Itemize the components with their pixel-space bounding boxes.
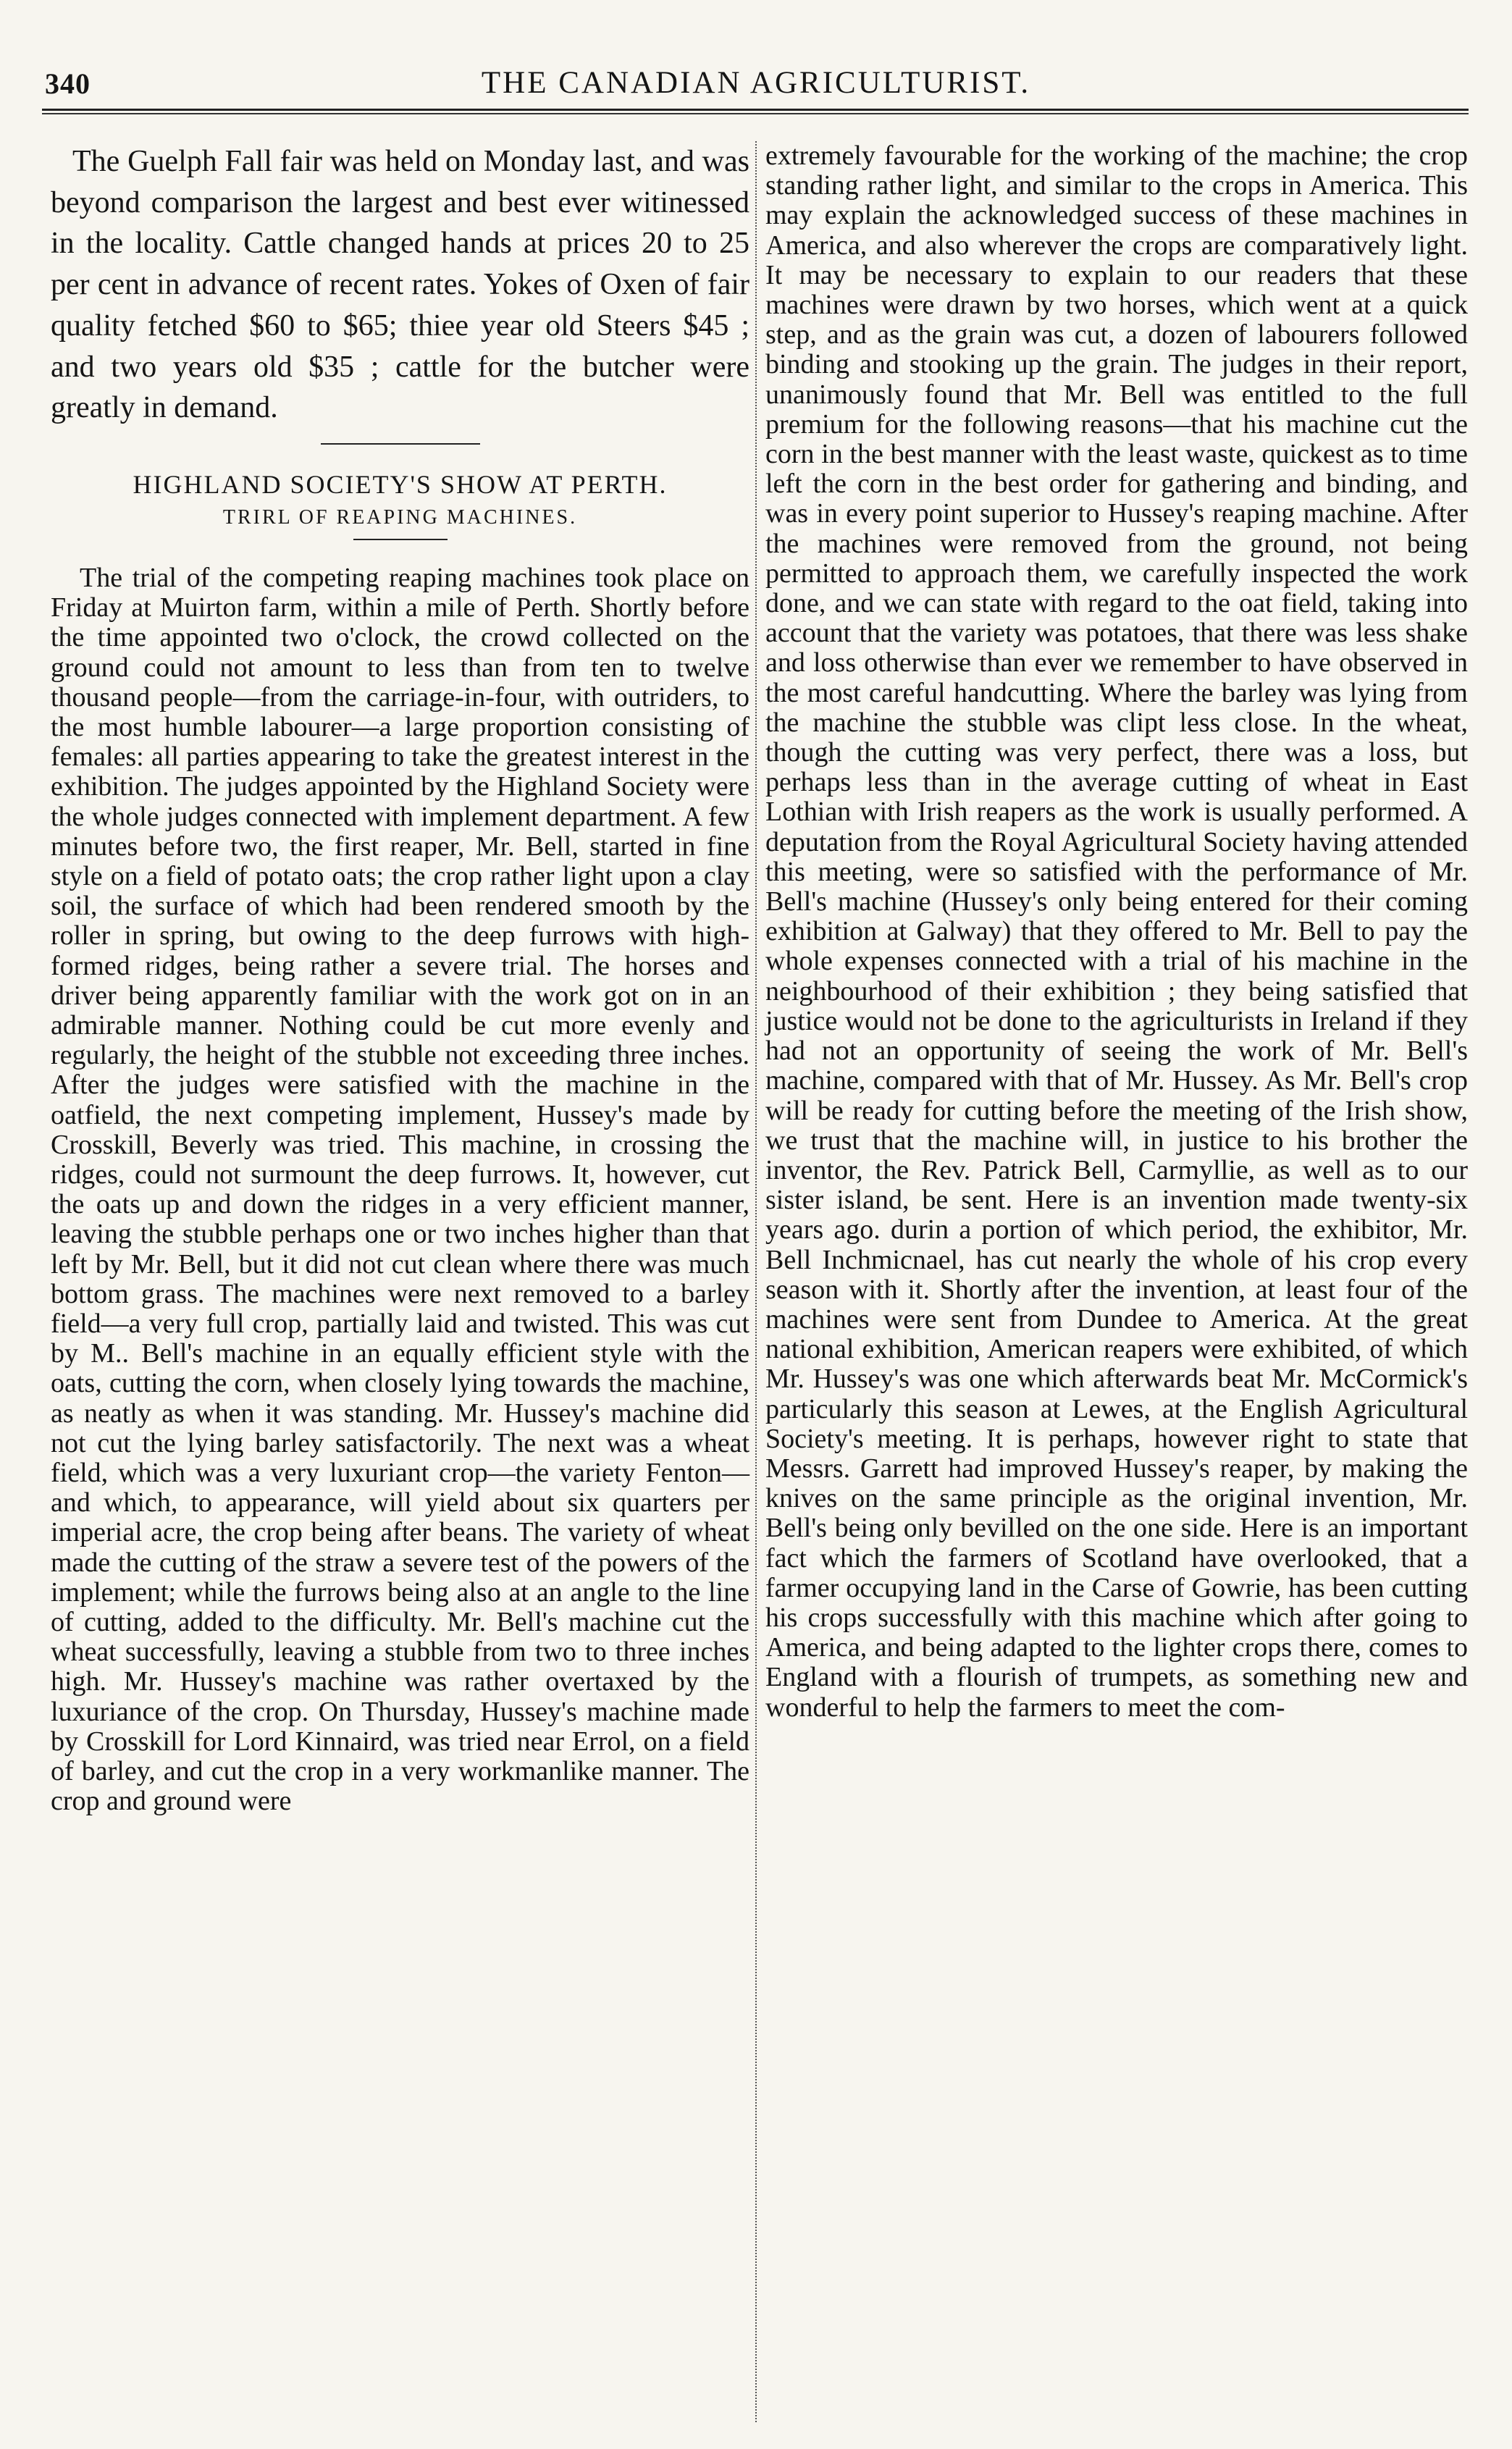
left-column [51, 141, 749, 1816]
running-title: THE CANADIAN AGRICULTURIST. [481, 66, 1031, 100]
article-body-right: extremely favourable for the working of the machine; the crop standing rather light, and similar to the crops in America. This may explain the acknowledged success of these machines in America, and also wherever the crops are comparatively light. It may be necessary to explain to our readers that these machines were drawn by two horses, which went at a quick step, and as the grain was cut, a dozen of labourers followed binding and stooking up the grain. The judges in their report, unanimously found that Mr. Bell was entitled to the full premium for the following reasons—that his machine cut the corn in the best manner with the least waste, quickest as to time left the corn in the best order for gathering and binding, and was in every point superior to Hussey's reaping machine. After the machines were removed from the ground, not being permitted to approach them, we carefully inspected the work done, and we can state with regard to the oat field, taking into account that the variety was potatoes, that there was less shake and loss otherwise than ever we remember to have observed in the most careful handcutting. Where the barley was lying from the machine the stubble was clipt less close. In the wheat, though the cutting was very perfect, there was a loss, but perhaps less than in the average cutting of wheat in East Lothian with Irish reapers as the work is usually performed. A deputation from the Royal Agricultural Society having attended this meeting, were so satisfied with the performance of Mr. Bell's machine (Hussey's only being entered for their coming exhibition at Galway) that they offered to Mr. Bell to pay the whole expenses connected with a trial of his machine in the neighbourhood of their exhibition ; they being satisfied that justice would not be done to the agriculturists in Ireland if they had not an opportunity of seeing the work of Mr. Bell's machine, compared with that of Mr. Hussey. As Mr. Bell's crop will be ready for cutting before the meeting of the Irish show, we trust that the machine will, in justice to his brother the inventor, the Rev. Patrick Bell, Carmyllie, as well as to our sister island, be sent. Here is an invention made twenty-six years ago. durin a portion of which period, the exhibitor, Mr. Bell Inchmicnael, has cut nearly the whole of his crop every season with it. Shortly after the invention, at least four of the machines were sent from Dundee to America. At the great national exhibition, American reapers were exhibited, of which Mr. Hussey's was one which afterwards beat Mr. McCormick's particularly this season at Lewes, at the English Agricultural Society's meeting. It is perhaps, however right to state that Messrs. Garrett had improved Hussey's reaper, by making the knives on the same principle as the original invention, Mr. Bell's being only bevilled on the one side. Here is an important fact which the farmers of Scotland have overlooked, that a farmer occupying land in the Carse of Gowrie, has been cutting his crops successfully with this machine which after going to America, and being adapted to the lighter crops there, comes to England with a flourish of trumpets, as something new and wonderful to help the farmers to meet the com- [765, 140, 1468, 1723]
right-column [765, 141, 1468, 1723]
header-rule [42, 109, 1469, 114]
article-subtitle: TRIRL OF REAPING MACHINES. [222, 505, 578, 529]
section-divider [321, 443, 480, 445]
article-title: HIGHLAND SOCIETY'S SHOW AT PERTH. [133, 469, 668, 499]
title-divider [353, 539, 448, 540]
article-body-left: The trial of the competing reaping machines took place on Friday at Muirton farm, within a mile of Perth. Shortly before the time appointed two o'clock, the crowd collected on the ground could not amount to less than from ten to twelve thousand people—from the carriage-in-four, with outriders, to the most humble labourer—a large proportion consisting of females: all parties appearing to take the greatest interest in the exhibition. The judges appointed by the Highland Society were the whole judges connected with implement department. A few minutes before two, the first reaper, Mr. Bell, started in fine style on a field of potato oats; the crop rather light upon a clay soil, the surface of which had been rendered smooth by the roller in spring, but owing to the deep furrows with high-formed ridges, being rather a severe trial. The horses and driver being apparently familiar with the work got on in an admirable manner. Nothing could be cut more evenly and regularly, the height of the stubble not exceeding three inches. After the judges were satisfied with the machine in the oatfield, the next competing implement, Hussey's made by Crosskill, Beverly was tried. This machine, in crossing the ridges, could not surmount the deep furrows. It, however, cut the oats up and down the ridges in a very efficient manner, leaving the stubble perhaps one or two inches higher than that left by Mr. Bell, but it did not cut clean where there was much bottom grass. The machines were next removed to a barley field—a very full crop, partially laid and twisted. This was cut by M.. Bell's machine in an equally efficient style with the oats, cutting the corn, when closely lying towards the machine, as neatly as when it was standing. Mr. Hussey's machine did not cut the lying barley satisfactorily. The next was a wheat field, which was a very luxuriant crop—the variety Fenton—and which, to appearance, will yield about six quarters per imperial acre, the crop being after beans. The variety of wheat made the cutting of the straw a severe test of the powers of the implement; while the furrows being also at an angle to the line of cutting, added to the difficulty. Mr. Bell's machine cut the wheat successfully, leaving a stubble from two to three inches high. Mr. Hussey's machine was rather overtaxed by the luxuriance of the crop. On Thursday, Hussey's machine made by Crosskill for Lord Kinnaird, was tried near Errol, on a field of barley, and cut the crop in a very workmanlike manner. The crop and ground were [51, 562, 749, 1817]
column-divider [755, 141, 757, 2422]
page-header [0, 0, 1512, 109]
guelph-fair-paragraph: The Guelph Fall fair was held on Monday last, and was beyond comparison the largest and best ever witinessed in the locality. Cattle changed hands at prices 20 to 25 per cent in advance of recent rates. Yokes of Oxen of fair quality fetched $60 to $65; thiee year old Steers $45 ; and two years old $35 ; cattle for the butcher were greatly in demand. [51, 145, 749, 425]
page-number: 340 [45, 67, 91, 100]
